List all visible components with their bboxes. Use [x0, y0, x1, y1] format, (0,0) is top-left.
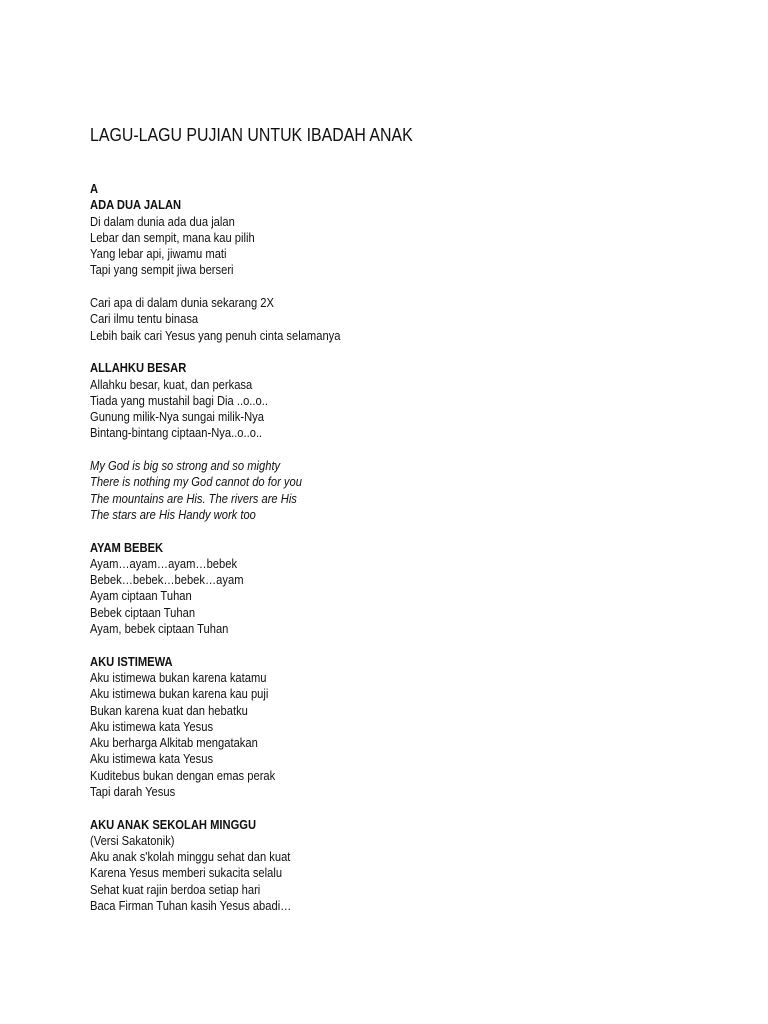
lyric-line: Aku berharga Alkitab mengatakan — [90, 735, 258, 751]
lyric-line: Bebek ciptaan Tuhan — [90, 604, 196, 620]
lyric-line: The mountains are His. The rivers are His — [90, 490, 297, 506]
song-title: AYAM BEBEK — [90, 539, 164, 555]
song-title: AKU ISTIMEWA — [90, 653, 173, 669]
lyric-line: My God is big so strong and so mighty — [90, 458, 281, 474]
lyric-line: Bukan karena kuat dan hebatku — [90, 702, 248, 718]
lyric-line: There is nothing my God cannot do for you — [90, 474, 302, 490]
lyric-line: Baca Firman Tuhan kasih Yesus abadi… — [90, 898, 292, 914]
lyric-line: Cari ilmu tentu binasa — [90, 311, 199, 327]
song-title: AKU ANAK SEKOLAH MINGGU — [90, 816, 257, 832]
spacer — [90, 344, 340, 360]
section-letter: A — [90, 181, 99, 196]
document-body — [90, 181, 340, 914]
lyric-line: Aku anak s'kolah minggu sehat dan kuat — [90, 849, 291, 865]
lyric-line: Ayam…ayam…ayam…bebek — [90, 555, 238, 571]
lyric-line: Kuditebus bukan dengan emas perak — [90, 767, 276, 783]
spacer — [90, 800, 340, 816]
song-title: ALLAHKU BESAR — [90, 360, 187, 376]
lyric-line: Sehat kuat rajin berdoa setiap hari — [90, 881, 261, 897]
lyric-line: Gunung milik-Nya sungai milik-Nya — [90, 409, 264, 425]
lyric-line: Cari apa di dalam dunia sekarang 2X — [90, 295, 274, 311]
lyric-line: Aku istimewa bukan karena kau puji — [90, 686, 269, 702]
lyric-line: Tapi yang sempit jiwa berseri — [90, 262, 234, 278]
lyric-line: Lebih baik cari Yesus yang penuh cinta selamanya — [90, 327, 341, 343]
document-title: LAGU-LAGU PUJIAN UNTUK IBADAH ANAK — [90, 124, 413, 145]
lyric-line: Bintang-bintang ciptaan-Nya..o..o.. — [90, 425, 263, 441]
lyric-line: Ayam ciptaan Tuhan — [90, 588, 192, 604]
lyric-line: Di dalam dunia ada dua jalan — [90, 213, 235, 229]
lyric-line: Aku istimewa kata Yesus — [90, 718, 214, 734]
spacer — [90, 279, 340, 295]
spacer — [90, 637, 340, 653]
lyric-line: Aku istimewa kata Yesus — [90, 751, 214, 767]
lyric-line: Allahku besar, kuat, dan perkasa — [90, 376, 253, 392]
lyric-line: Yang lebar api, jiwamu mati — [90, 246, 227, 262]
song-title: ADA DUA JALAN — [90, 197, 182, 213]
lyric-line: Tiada yang mustahil bagi Dia ..o..o.. — [90, 392, 268, 408]
lyric-line: Lebar dan sempit, mana kau pilih — [90, 229, 255, 245]
lyric-line: (Versi Sakatonik) — [90, 832, 175, 848]
lyric-line: Karena Yesus memberi sukacita selalu — [90, 865, 283, 881]
lyric-line: Tapi darah Yesus — [90, 783, 176, 799]
spacer — [90, 523, 340, 539]
lyric-line: The stars are His Handy work too — [90, 506, 256, 522]
lyric-line: Bebek…bebek…bebek…ayam — [90, 572, 244, 588]
lyric-line: Aku istimewa bukan karena katamu — [90, 669, 267, 685]
lyric-line: Ayam, bebek ciptaan Tuhan — [90, 621, 229, 637]
spacer — [90, 442, 340, 458]
